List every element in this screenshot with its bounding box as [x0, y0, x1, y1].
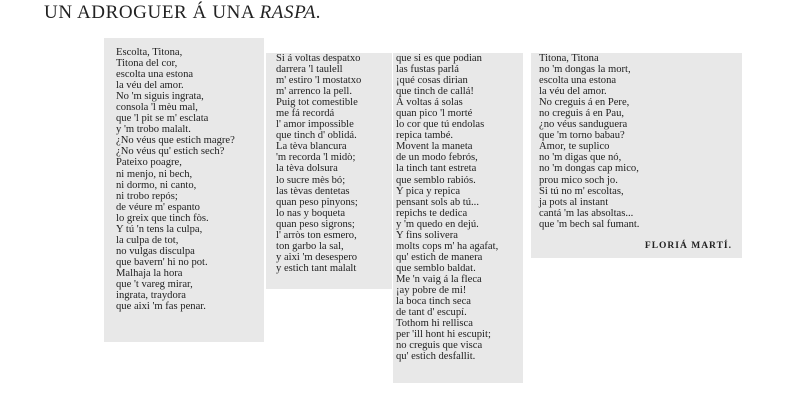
poem-line: Si tú no m' escoltas, — [539, 185, 624, 197]
poem-line: que si es que podian — [396, 53, 482, 64]
poem-line: la culpa de tot, — [116, 234, 179, 246]
poem-line: Á voltas á solas — [396, 97, 463, 109]
stanza-column-3 — [393, 53, 523, 383]
poem-line: que aixi 'm fas penar. — [116, 301, 206, 313]
poem-line: repica també. — [396, 130, 454, 142]
poem-line: ton garbo la sal, — [276, 240, 344, 252]
stanza-column-1 — [104, 38, 264, 342]
poem-line: Movent la maneta — [396, 141, 473, 153]
poem-line: que 't vareg mirar, — [116, 278, 193, 290]
poem-line: consola 'l mèu mal, — [116, 102, 198, 114]
poem-line: lo nas y boqueta — [276, 207, 346, 219]
poem-line: prou mico soch jo. — [539, 174, 618, 186]
poem-line: No 'm siguis ingrata, — [116, 91, 204, 103]
poem-line: me fá recordá — [276, 108, 335, 120]
poem-line: cantá 'm las absoltas... — [539, 207, 634, 219]
poem-line: que 'l pit se m' esclata — [116, 113, 209, 125]
poem-line: ni trobo repós; — [116, 190, 178, 202]
stanza-column-2 — [266, 53, 392, 289]
poem-line: que tinch d' oblidá. — [276, 130, 357, 142]
poem-line: ¿no véus sanduguera — [539, 119, 628, 131]
poem-line: de tant d' escupí. — [396, 307, 467, 319]
poem-line: no creguis que visca — [396, 340, 483, 352]
poem-line: m' estiro 'l mostatxo — [276, 75, 362, 87]
poem-title-text: UN ADROGUER Á UNA — [44, 2, 260, 23]
poem-line: que semblo rabiós. — [396, 174, 476, 186]
poem-line: pensant sols ab tú... — [396, 196, 479, 208]
poem-line: Y tú 'n tens la culpa, — [116, 223, 203, 235]
poem-line: quan pico 'l morté — [396, 108, 473, 120]
poem-line: Titona, Titona — [539, 53, 599, 64]
poem-line: y 'm quedo en dejú. — [396, 218, 479, 230]
poem-line: no 'm dongas la mort, — [539, 64, 631, 76]
poem-line: escolta una estona — [539, 75, 617, 87]
poem-line: que 'm torno babau? — [539, 130, 625, 142]
poem-line: l' arròs ton esmero, — [276, 229, 357, 241]
poem-line: la boca tinch seca — [396, 296, 471, 308]
poem-line: escolta una estona — [116, 69, 194, 81]
poem-line: que bavern' hi no pot. — [116, 256, 208, 268]
poem-line: ni dormo, ni canto, — [116, 179, 197, 191]
poem-line: m' arrenco la pell. — [276, 86, 353, 98]
poem-line: La tèva blancura — [276, 141, 347, 153]
poem-line: No creguis á en Pere, — [539, 97, 630, 109]
poem-line: lo cor que tú endolas — [396, 119, 485, 131]
poem-line: qu' estich desfallit. — [396, 351, 476, 363]
poem-title — [44, 2, 321, 24]
poem-line: l' amor impossible — [276, 119, 354, 131]
poem-line: ¡ay pobre de mi! — [396, 284, 467, 296]
poem-line: ingrata, traydora — [116, 290, 187, 302]
poem-line: no 'm digas que nó, — [539, 152, 622, 164]
poem-line: lo sucre mès bó; — [276, 174, 346, 186]
poem-title-italic: RASPA. — [259, 2, 322, 23]
poem-line: ja pots al instant — [539, 196, 609, 208]
poem-line: Amor, te suplico — [539, 141, 610, 153]
author-signature: FLORIÁ MARTÍ. — [644, 241, 732, 251]
poem-line: de un modo febrós, — [396, 152, 478, 164]
poem-line: darrera 'l taulell — [276, 64, 343, 76]
poem-line: quan peso sigrons; — [276, 218, 355, 230]
poem-line: la tèva dolsura — [276, 163, 338, 175]
poem-line: ¿No véus que estich magre? — [116, 135, 235, 147]
poem-line: que 'm bech sal fumant. — [539, 218, 640, 230]
poem-line: Malhaja la hora — [116, 267, 183, 279]
stanza-column-4 — [531, 53, 742, 258]
poem-line: qu' estich de manera — [396, 251, 483, 263]
poem-line: que semblo baldat. — [396, 262, 476, 274]
poem-line: ¡qué cosas dirian — [396, 75, 468, 87]
poem-line: de véure m' espanto — [116, 201, 200, 213]
poem-line: las tèvas dentetas — [276, 185, 350, 197]
poem-line: Y fins solivera — [396, 229, 458, 241]
poem-line: las fustas parlá — [396, 64, 459, 76]
poem-line: la tinch tant estreta — [396, 163, 477, 175]
poem-line: y aixi 'm desespero — [276, 251, 358, 263]
poem-line: per 'ill hont hi escupit; — [396, 329, 491, 341]
poem-line: ¿No véus qu' estich sech? — [116, 146, 225, 158]
poem-line: no creguis á en Pau, — [539, 108, 625, 120]
poem-line: la véu del amor. — [539, 86, 607, 98]
poem-line: Titona del cor, — [116, 58, 178, 70]
poem-line: quan peso pinyons; — [276, 196, 358, 208]
poem-line: que tinch de callá! — [396, 86, 474, 98]
poem-line: repichs te dedica — [396, 207, 468, 219]
poem-line: no 'm dongas cap mico, — [539, 163, 639, 175]
poem-line: y 'm trobo malalt. — [116, 124, 191, 136]
poem-line: ni menjo, ni bech, — [116, 168, 193, 180]
poem-line: Escolta, Titona, — [116, 47, 183, 58]
poem-line: Me 'n vaig á la fleca — [396, 273, 482, 285]
poem-line: y estich tant malalt — [276, 262, 357, 274]
poem-line: 'm recorda 'l midò; — [276, 152, 356, 164]
poem-line: Tothom hi rellisca — [396, 318, 473, 330]
poem-line: no vulgas disculpa — [116, 245, 195, 257]
poem-line: la véu del amor. — [116, 80, 184, 92]
poem-line: Si á voltas despatxo — [276, 53, 361, 64]
poem-line: lo greix que tinch fòs. — [116, 212, 209, 224]
poem-line: Puig tot comestible — [276, 97, 358, 109]
poem-line: molts cops m' ha agafat, — [396, 240, 499, 252]
poem-line: Y pica y repica — [396, 185, 461, 197]
poem-line: Pateixo poagre, — [116, 157, 182, 169]
